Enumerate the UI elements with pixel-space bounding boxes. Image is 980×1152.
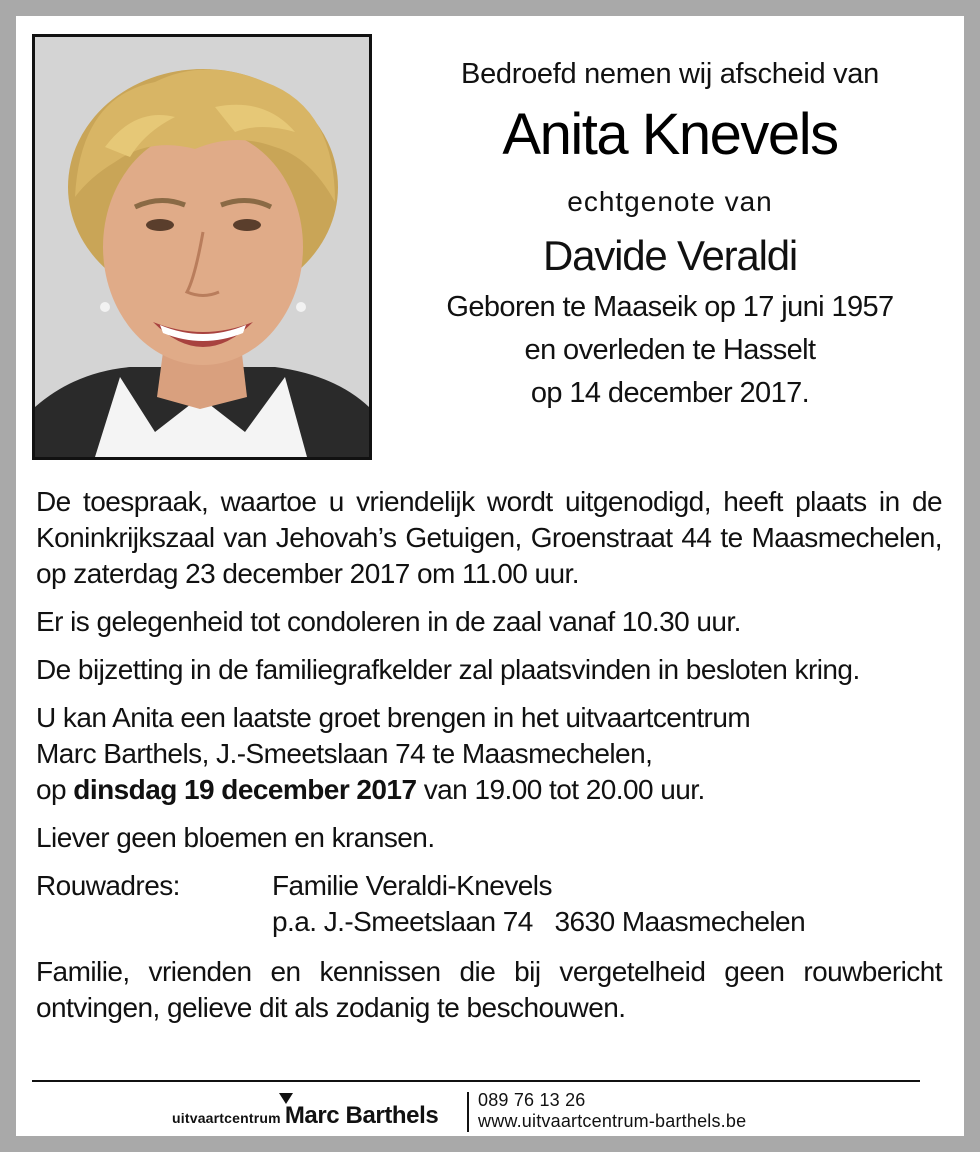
announcement-body <box>36 484 942 1038</box>
visit-paragraph <box>36 700 942 808</box>
brand-logo <box>172 1102 438 1130</box>
closing-paragraph: Familie, vrienden en kennissen die bij vergetelheid geen rouwbericht ontvingen, gelieve dit als zodanig te beschouwen. <box>36 956 942 1023</box>
address-label: Rouwadres: <box>36 870 180 901</box>
death-place-line: en overleden te Hasselt <box>524 334 816 366</box>
announcement-header <box>372 56 968 415</box>
contact-info <box>478 1090 746 1132</box>
visit-line-3 <box>36 772 942 808</box>
visit-suffix: van 19.00 tot 20.00 uur. <box>416 774 705 805</box>
spouse-name: Davide Veraldi <box>542 232 798 279</box>
phone-number: 089 76 13 26 <box>478 1090 586 1110</box>
footer-vertical-divider <box>467 1092 469 1132</box>
life-dates <box>372 286 968 415</box>
brand-name: Marc Barthels <box>284 1102 439 1129</box>
footer <box>0 1088 980 1138</box>
address-line-2: p.a. J.-Smeetslaan 74 3630 Maasmechelen <box>272 906 806 937</box>
flowers-paragraph: Liever geen bloemen en kransen. <box>36 822 435 853</box>
visit-line-1: U kan Anita een laatste groet brengen in het uitvaartcentrum <box>36 702 751 733</box>
mourning-address <box>36 868 942 940</box>
deceased-name: Anita Knevels <box>502 102 838 167</box>
footer-divider-line <box>32 1080 920 1082</box>
burial-paragraph: De bijzetting in de familiegrafkelder zal plaatsvinden in besloten kring. <box>36 654 860 685</box>
death-date-line: op 14 december 2017. <box>530 377 810 409</box>
relation-text: echtgenote van <box>567 186 773 217</box>
visit-line-2: Marc Barthels, J.-Smeetslaan 74 te Maasmechelen, <box>36 738 653 769</box>
portrait-photo <box>32 34 372 460</box>
ceremony-paragraph: De toespraak, waartoe u vriendelijk wordt uitgenodigd, heeft plaats in de Koninkrijkszaal van Jehovah’s Getuigen, Groenstraat 44 te Maasmechelen, op zaterdag 23 december 2017 om 11.00 uur. <box>36 486 942 589</box>
visit-date: dinsdag 19 december 2017 <box>73 774 417 805</box>
intro-text: Bedroefd nemen wij afscheid van <box>461 58 879 90</box>
birth-line: Geboren te Maaseik op 17 juni 1957 <box>446 291 894 323</box>
visit-prefix: op <box>36 774 74 805</box>
website-link[interactable]: www.uitvaartcentrum-barthels.be <box>478 1111 747 1131</box>
brand-small-text: uitvaartcentrum <box>172 1110 281 1126</box>
condolence-paragraph: Er is gelegenheid tot condoleren in de zaal vanaf 10.30 uur. <box>36 606 741 637</box>
address-line-1: Familie Veraldi-Knevels <box>272 870 552 901</box>
address-lines <box>272 868 942 940</box>
